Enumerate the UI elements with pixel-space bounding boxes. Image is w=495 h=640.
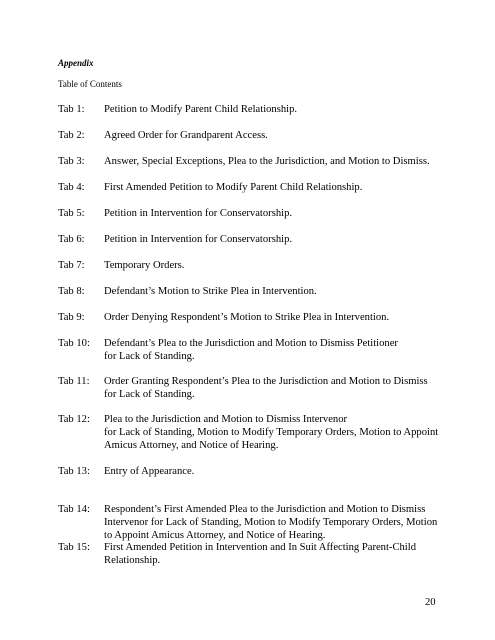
toc-entry-tab-number: Tab 5: <box>58 208 85 219</box>
toc-entry-description-line: Defendant’s Motion to Strike Plea in Intervention. <box>104 286 317 297</box>
toc-entry-description-line: First Amended Petition in Intervention and In Suit Affecting Parent-Child <box>104 542 416 553</box>
toc-entry-description <box>104 541 454 567</box>
toc-entry-tab-number: Tab 11: <box>58 376 90 387</box>
toc-entry-tab-number: Tab 15: <box>58 542 90 553</box>
toc-entry-description <box>104 259 454 272</box>
appendix-title: Appendix <box>58 58 94 68</box>
toc-entry-description <box>104 503 454 542</box>
toc-entry-description <box>104 337 454 363</box>
toc-entry-tab-number: Tab 10: <box>58 338 90 349</box>
toc-entry-description-line: Answer, Special Exceptions, Plea to the Jurisdiction, and Motion to Dismiss. <box>104 156 430 167</box>
toc-entry-description-line: Entry of Appearance. <box>104 466 195 477</box>
toc-entry-description <box>104 413 454 452</box>
toc-entry-description <box>104 233 454 246</box>
toc-entry-description-line: First Amended Petition to Modify Parent Child Relationship. <box>104 182 363 193</box>
toc-entry-description <box>104 181 454 194</box>
toc-entry-description-line: Intervenor for Lack of Standing, Motion to Modify Temporary Orders, Motion <box>104 517 438 528</box>
toc-entry-description-line: for Lack of Standing. <box>104 351 195 362</box>
toc-entry-description-line: Petition in Intervention for Conservatorship. <box>104 234 293 245</box>
toc-entry-description-line: Petition in Intervention for Conservatorship. <box>104 208 293 219</box>
toc-entry-description-line: Defendant’s Plea to the Jurisdiction and Motion to Dismiss Petitioner <box>104 338 398 349</box>
toc-entry-description <box>104 103 454 116</box>
toc-entry-description <box>104 311 454 324</box>
toc-entry-tab-number: Tab 7: <box>58 260 85 271</box>
toc-entry-description-line: for Lack of Standing, Motion to Modify Temporary Orders, Motion to Appoint <box>104 427 439 438</box>
toc-entry-description <box>104 285 454 298</box>
toc-entry-description <box>104 375 454 401</box>
toc-entry-description-line: to Appoint Amicus Attorney, and Notice of Hearing. <box>104 530 326 541</box>
toc-entry-description-line: Order Denying Respondent’s Motion to Strike Plea in Intervention. <box>104 312 390 323</box>
toc-entry-description <box>104 207 454 220</box>
table-of-contents-label: Table of Contents <box>58 79 122 89</box>
page-number: 20 <box>425 597 436 608</box>
toc-entry-description <box>104 465 454 478</box>
toc-entry-description-line: Agreed Order for Grandparent Access. <box>104 130 268 141</box>
toc-entry-tab-number: Tab 9: <box>58 312 85 323</box>
toc-entry-description <box>104 129 454 142</box>
toc-entry-description-line: Respondent’s First Amended Plea to the Jurisdiction and Motion to Dismiss <box>104 504 426 515</box>
toc-entry-description-line: for Lack of Standing. <box>104 389 195 400</box>
toc-entry-tab-number: Tab 2: <box>58 130 85 141</box>
toc-entry-tab-number: Tab 6: <box>58 234 85 245</box>
toc-entry-description-line: Order Granting Respondent’s Plea to the Jurisdiction and Motion to Dismiss <box>104 376 428 387</box>
toc-entry-description-line: Relationship. <box>104 555 161 566</box>
toc-entry-tab-number: Tab 14: <box>58 504 90 515</box>
toc-entry-description-line: Plea to the Jurisdiction and Motion to Dismiss Intervenor <box>104 414 348 425</box>
toc-entry-tab-number: Tab 12: <box>58 414 90 425</box>
toc-entry-description-line: Temporary Orders. <box>104 260 185 271</box>
toc-entry-tab-number: Tab 13: <box>58 466 90 477</box>
toc-entry-description <box>104 155 454 168</box>
toc-entry-tab-number: Tab 4: <box>58 182 85 193</box>
toc-entry-tab-number: Tab 1: <box>58 104 85 115</box>
toc-entry-description-line: Amicus Attorney, and Notice of Hearing. <box>104 440 279 451</box>
toc-entry-description-line: Petition to Modify Parent Child Relationship. <box>104 104 298 115</box>
toc-entry-tab-number: Tab 3: <box>58 156 85 167</box>
toc-entry-tab-number: Tab 8: <box>58 286 85 297</box>
